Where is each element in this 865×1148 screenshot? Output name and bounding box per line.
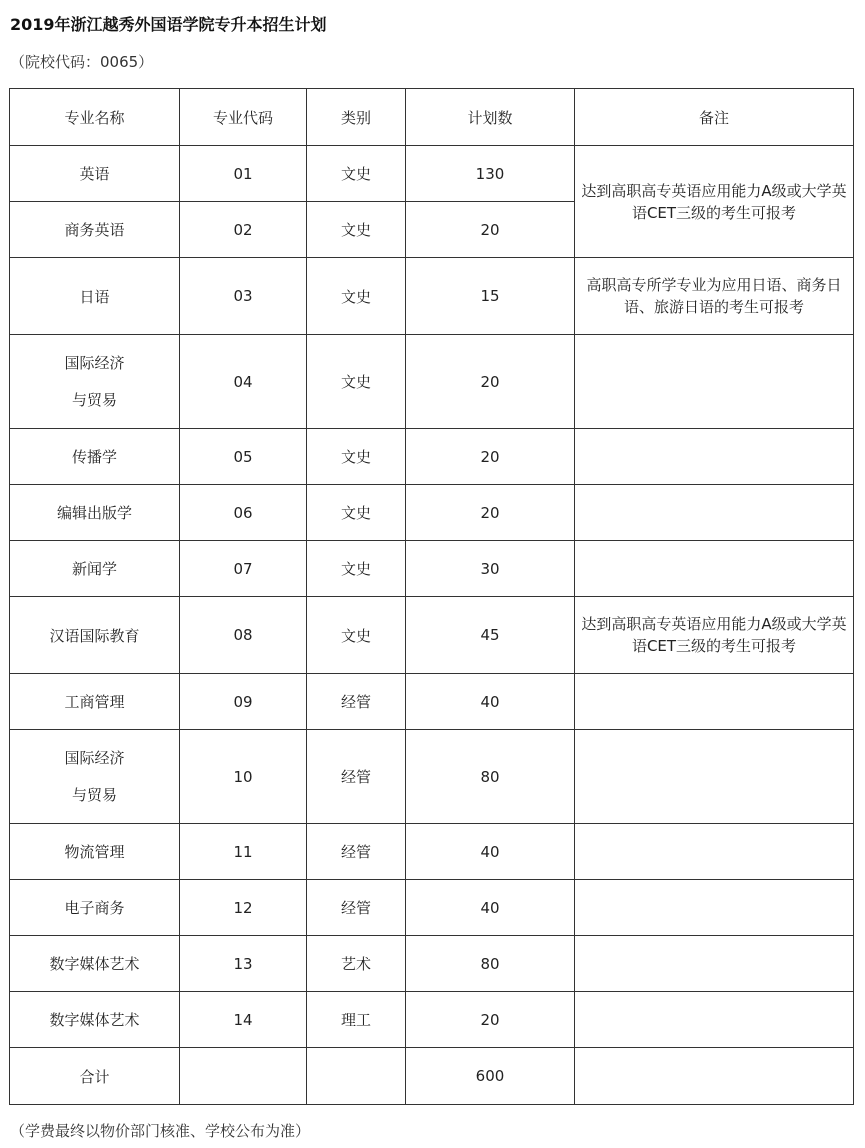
table-row [10, 880, 854, 936]
remark-empty [575, 880, 854, 936]
header-major-name: 专业名称 [10, 89, 180, 146]
major-name: 工商管理 [10, 674, 180, 730]
plan-count: 80 [406, 730, 575, 824]
table-row [10, 936, 854, 992]
header-plan-count: 计划数 [406, 89, 575, 146]
table-row [10, 485, 854, 541]
major-code: 13 [180, 936, 307, 992]
table-row [10, 541, 854, 597]
remark-empty [575, 485, 854, 541]
remark-english: 达到高职高专英语应用能力A级或大学英语CET三级的考生可报考 [575, 146, 854, 258]
table-row [10, 429, 854, 485]
plan-count: 20 [406, 992, 575, 1048]
major-category: 文史 [307, 146, 406, 202]
major-name: 数字媒体艺术 [10, 992, 180, 1048]
major-category: 文史 [307, 485, 406, 541]
table-row [10, 597, 854, 674]
table-row [10, 730, 854, 824]
major-name-line-2: 与贸易 [71, 390, 117, 409]
plan-count: 20 [406, 429, 575, 485]
major-code: 03 [180, 258, 307, 335]
major-category: 文史 [307, 335, 406, 429]
remark-empty [575, 335, 854, 429]
major-code: 07 [180, 541, 307, 597]
remark-empty [575, 429, 854, 485]
major-category: 文史 [307, 258, 406, 335]
major-name [10, 730, 180, 824]
remark-japanese: 高职高专所学专业为应用日语、商务日语、旅游日语的考生可报考 [575, 258, 854, 335]
major-code: 01 [180, 146, 307, 202]
major-category: 文史 [307, 429, 406, 485]
major-name-line-1: 国际经济 [64, 353, 125, 372]
table-header-row [10, 89, 854, 146]
plan-count: 30 [406, 541, 575, 597]
major-category: 文史 [307, 541, 406, 597]
plan-count: 40 [406, 674, 575, 730]
major-code: 05 [180, 429, 307, 485]
major-code: 10 [180, 730, 307, 824]
major-name: 物流管理 [10, 824, 180, 880]
page-title: 2019年浙江越秀外国语学院专升本招生计划 [10, 15, 327, 34]
major-name: 日语 [10, 258, 180, 335]
remark-empty [575, 992, 854, 1048]
major-name: 英语 [10, 146, 180, 202]
remark-empty [575, 674, 854, 730]
enrollment-plan-table [9, 88, 854, 1105]
major-name: 数字媒体艺术 [10, 936, 180, 992]
plan-count: 15 [406, 258, 575, 335]
plan-count: 20 [406, 202, 575, 258]
table-row [10, 258, 854, 335]
plan-count: 20 [406, 485, 575, 541]
major-category: 艺术 [307, 936, 406, 992]
remark-empty [575, 541, 854, 597]
major-code: 04 [180, 335, 307, 429]
plan-count: 80 [406, 936, 575, 992]
total-code-empty [180, 1048, 307, 1105]
major-code: 11 [180, 824, 307, 880]
header-major-code: 专业代码 [180, 89, 307, 146]
table-row [10, 674, 854, 730]
tuition-footnote: （学费最终以物价部门核准、学校公布为准） [10, 1122, 311, 1140]
major-name: 商务英语 [10, 202, 180, 258]
school-code: （院校代码：0065） [10, 53, 154, 71]
major-code: 08 [180, 597, 307, 674]
major-code: 14 [180, 992, 307, 1048]
remark-empty [575, 936, 854, 992]
remark-empty [575, 730, 854, 824]
plan-count: 130 [406, 146, 575, 202]
major-code: 09 [180, 674, 307, 730]
major-category: 经管 [307, 824, 406, 880]
total-count: 600 [406, 1048, 575, 1105]
major-category: 文史 [307, 597, 406, 674]
major-code: 12 [180, 880, 307, 936]
table-total-row [10, 1048, 854, 1105]
total-category-empty [307, 1048, 406, 1105]
plan-count: 45 [406, 597, 575, 674]
plan-count: 40 [406, 880, 575, 936]
plan-count: 20 [406, 335, 575, 429]
total-label: 合计 [10, 1048, 180, 1105]
table-row [10, 146, 854, 202]
major-name: 汉语国际教育 [10, 597, 180, 674]
remark-empty [575, 824, 854, 880]
major-category: 文史 [307, 202, 406, 258]
table-row [10, 335, 854, 429]
header-category: 类别 [307, 89, 406, 146]
major-category: 理工 [307, 992, 406, 1048]
major-name: 电子商务 [10, 880, 180, 936]
major-code: 06 [180, 485, 307, 541]
major-name: 传播学 [10, 429, 180, 485]
major-category: 经管 [307, 880, 406, 936]
remark-empty [575, 1048, 854, 1105]
major-category: 经管 [307, 730, 406, 824]
remark-chinese-intl: 达到高职高专英语应用能力A级或大学英语CET三级的考生可报考 [575, 597, 854, 674]
major-name-line-1: 国际经济 [64, 748, 125, 767]
major-code: 02 [180, 202, 307, 258]
plan-count: 40 [406, 824, 575, 880]
major-category: 经管 [307, 674, 406, 730]
major-name: 编辑出版学 [10, 485, 180, 541]
table-row [10, 824, 854, 880]
major-name-line-2: 与贸易 [71, 785, 117, 804]
major-name: 新闻学 [10, 541, 180, 597]
table-row [10, 992, 854, 1048]
major-name [10, 335, 180, 429]
header-remarks: 备注 [575, 89, 854, 146]
